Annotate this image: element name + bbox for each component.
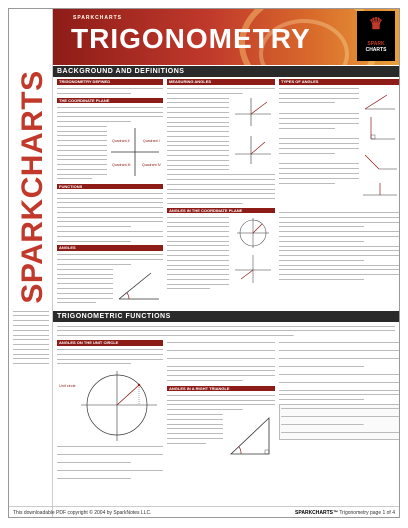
section-header-functions: TRIGONOMETRIC FUNCTIONS [53,311,399,322]
footer-brand: SPARKCHARTS™ [295,510,339,516]
page-title: TRIGONOMETRY [71,23,311,54]
functions-column-3 [279,340,400,500]
svg-text:Unit circle: Unit circle [59,383,76,388]
subhead-coord-angles: ANGLES IN THE COORDINATE PLANE [167,208,275,214]
unit-circle-diagram [57,367,161,443]
functions-column-1 [57,340,163,500]
background-section [57,79,395,309]
subhead-coord-plane: THE COORDINATE PLANE [57,98,163,104]
svg-text:Quadrant II: Quadrant II [112,139,130,144]
coord-angle-graphs [231,215,275,285]
legal-text [13,309,49,449]
formula-box [279,404,400,440]
column-2 [167,79,275,309]
page-footer [9,506,399,517]
angle-type-graphs [361,87,399,207]
study-sheet-page [8,8,400,518]
subhead-functions: FUNCTIONS [57,184,163,190]
measure-angle-graphs [231,96,275,166]
column-1 [57,79,163,309]
section-header-background: BACKGROUND AND DEFINITIONS [53,66,399,77]
copyright-text: This downloadable PDF copyright © 2004 by SparkNotes LLC. [13,510,152,516]
subhead-measuring: MEASURING ANGLES [167,79,275,85]
svg-text:Quadrant IV: Quadrant IV [142,163,161,168]
subhead-angles: ANGLES [57,245,163,251]
quadrant-graph [109,124,161,179]
svg-text:Quadrant I: Quadrant I [143,139,160,144]
subhead-trig-defined: TRIGONOMETRY DEFINED [57,79,163,85]
page-indicator [295,510,395,516]
crown-icon: ♛ [368,16,384,33]
page-header [53,9,399,65]
functions-section [57,324,395,504]
sparkcharts-logo: ♛ SPARK CHARTS [357,11,395,61]
functions-column-2 [167,340,275,500]
left-sidebar [9,9,53,517]
angle-diagram [115,267,161,305]
vertical-brand-text: SPARKCHARTS [16,70,49,304]
subhead-right-triangle: ANGLES IN A RIGHT TRIANGLE [167,386,275,392]
vertical-brand [13,70,53,304]
series-label: SPARKCHARTS [73,15,122,21]
subhead-unit-circle: ANGLES ON THE UNIT CIRCLE [57,340,163,346]
footer-page-text: Trigonometry page 1 of 4 [338,510,395,516]
subhead-types: TYPES OF ANGLES [279,79,400,85]
column-3 [279,79,400,309]
right-triangle-diagram [225,412,275,460]
svg-text:Quadrant III: Quadrant III [112,163,131,168]
